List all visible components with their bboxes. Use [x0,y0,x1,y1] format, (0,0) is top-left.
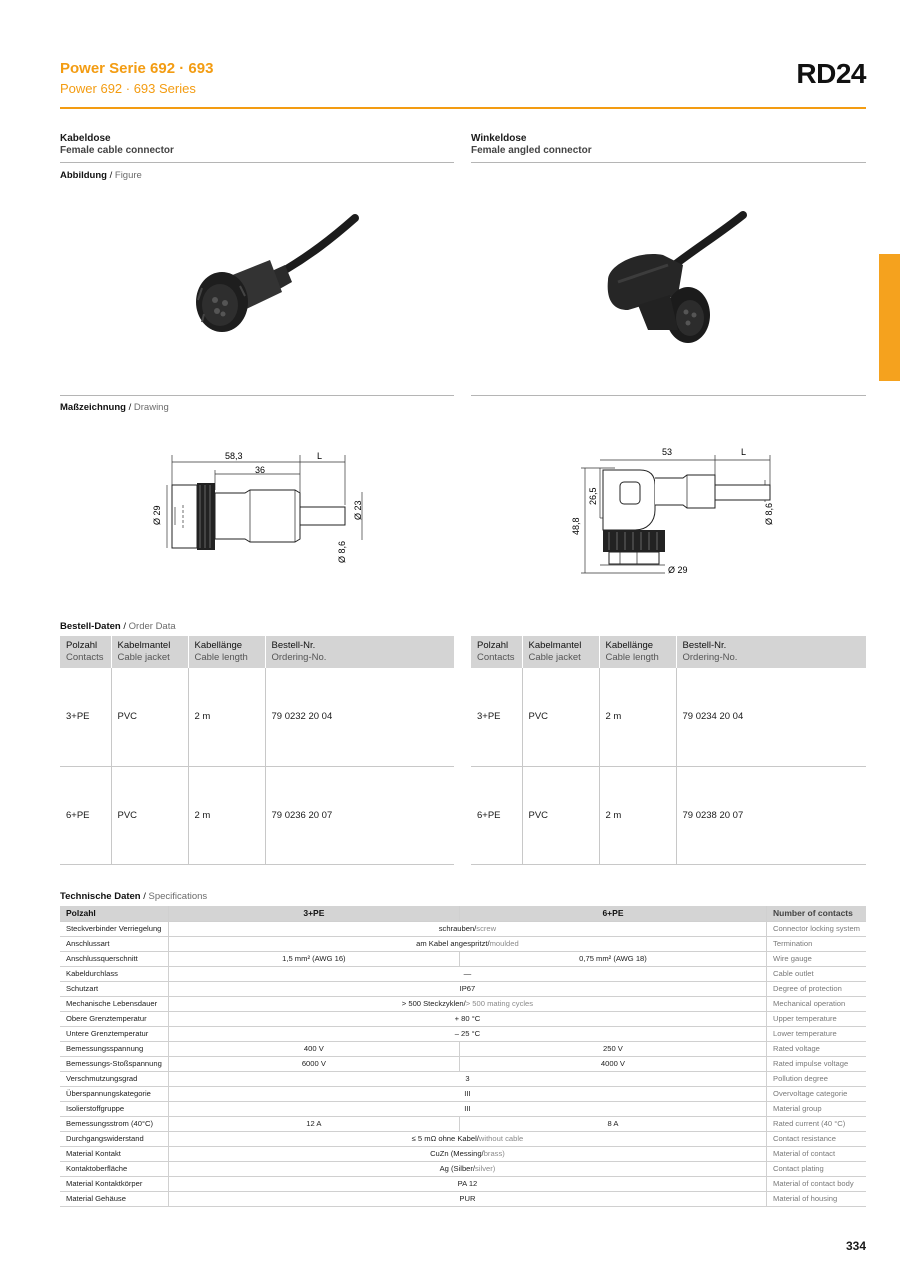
dim-cable-length: L [741,447,747,457]
spec-row [60,1146,866,1161]
spec-value-de: Ag (Silber/ [439,1164,476,1173]
spec-value-en: > 500 mating cycles [465,999,534,1008]
spec-value [168,966,766,981]
spec-row [60,1176,866,1191]
spec-value-de: IP67 [459,984,476,993]
dim-cable-length: L [317,451,323,461]
table-row [60,668,454,766]
spec-label-de: Untere Grenztemperatur [60,1026,168,1041]
dim-length: 58,3 [225,451,243,461]
spec-label-en: Lower temperature [767,1026,866,1041]
dim-diameter-29: Ø 29 [668,565,688,575]
spec-row [60,996,866,1011]
spec-label-de: Überspannungskategorie [60,1086,168,1101]
spec-value-en: moulded [489,939,519,948]
table-header-row [60,636,454,668]
spec-value-de: ≤ 5 mΩ ohne Kabel/ [411,1134,479,1143]
spec-value-de: CuZn (Messing/ [430,1149,484,1158]
spec-value-6pe: 8 A [459,1116,766,1131]
spec-label-de: Mechanische Lebensdauer [60,996,168,1011]
cell-length: 2 m [599,766,676,864]
header-ordering-no: Bestell-Nr. Ordering-No. [676,636,866,668]
spec-header-label: Polzahl [60,906,168,921]
spec-value-de: III [464,1089,471,1098]
female-cable-connector-drawing [145,445,385,570]
side-tab-marker [879,254,900,381]
specifications-table [60,906,866,1207]
spec-value-3pe: 1,5 mm² (AWG 16) [168,951,459,966]
spec-label-de: Material Kontakt [60,1146,168,1161]
header-contacts: Polzahl Contacts [471,636,522,668]
spec-value-de: – 25 °C [454,1029,481,1038]
spec-value-3pe: 400 V [168,1041,459,1056]
cell-jacket: PVC [111,668,188,766]
female-angled-connector-photo [598,210,748,350]
divider [471,395,866,396]
spec-value [168,1146,766,1161]
dim-width: 53 [662,447,673,457]
dim-total-height: 48,8 [571,517,581,535]
cell-ordering-no: 79 0232 20 04 [265,668,454,766]
spec-value [168,996,766,1011]
spec-row [60,1161,866,1176]
divider [60,395,454,396]
spec-row [60,1131,866,1146]
cell-jacket: PVC [522,668,599,766]
cell-contacts: 6+PE [471,766,522,864]
cell-jacket: PVC [111,766,188,864]
cell-ordering-no: 79 0234 20 04 [676,668,866,766]
spec-value [168,1131,766,1146]
table-row [471,668,866,766]
spec-label-de: Bemessungs-Stoßspannung [60,1056,168,1071]
female-cable-connector-photo [190,210,360,350]
spec-label-de: Kabeldurchlass [60,966,168,981]
dim-diameter-23: Ø 23 [353,500,363,520]
spec-value-en: without cable [478,1134,524,1143]
cell-ordering-no: 79 0238 20 07 [676,766,866,864]
spec-value-de: > 500 Steckzyklen/ [401,999,466,1008]
divider [471,162,866,163]
dim-diameter-cable: Ø 8,6 [764,502,774,525]
spec-label-de: Kontaktoberfläche [60,1161,168,1176]
left-column-title: Kabeldose Female cable connector [60,133,174,156]
spec-value-de: — [463,969,472,978]
spec-label-en: Wire gauge [767,951,866,966]
spec-label-en: Mechanical operation [767,996,866,1011]
spec-label-en: Material of contact body [767,1176,866,1191]
spec-row [60,1071,866,1086]
spec-label-de: Bemessungsstrom (40°C) [60,1116,168,1131]
spec-value-de: am Kabel angespritzt/ [416,939,490,948]
spec-label-de: Schutzart [60,981,168,996]
spec-value-de: III [464,1104,471,1113]
spec-label-en: Rated current (40 °C) [767,1116,866,1131]
spec-row [60,966,866,981]
spec-row [60,1056,866,1071]
spec-label-de: Anschlussart [60,936,168,951]
spec-label-en: Termination [767,936,866,951]
cell-jacket: PVC [522,766,599,864]
spec-label-en: Contact plating [767,1161,866,1176]
spec-header-en: Number of contacts [767,906,866,921]
spec-value-de: 3 [465,1074,470,1083]
dim-diameter-29: Ø 29 [152,505,162,525]
series-title-de: Power Serie 692 · 693 [60,60,214,77]
header-cable-jacket: Kabelmantel Cable jacket [111,636,188,668]
spec-value-de: PA 12 [457,1179,478,1188]
spec-header-6pe: 6+PE [459,906,766,921]
spec-label-de: Bemessungsspannung [60,1041,168,1056]
spec-label-de: Material Kontaktkörper [60,1176,168,1191]
cell-contacts: 3+PE [60,668,111,766]
cell-length: 2 m [188,668,265,766]
spec-value [168,921,766,936]
spec-label-en: Upper temperature [767,1011,866,1026]
divider [60,162,454,163]
spec-row [60,1086,866,1101]
spec-header-3pe: 3+PE [168,906,459,921]
spec-value [168,1101,766,1116]
spec-row [60,1026,866,1041]
page-number: 334 [845,1239,866,1253]
spec-label-en: Contact resistance [767,1131,866,1146]
spec-label-en: Material of contact [767,1146,866,1161]
spec-value-3pe: 6000 V [168,1056,459,1071]
spec-value [168,936,766,951]
spec-row [60,951,866,966]
header-cable-length: Kabellänge Cable length [599,636,676,668]
spec-label-en: Pollution degree [767,1071,866,1086]
spec-value [168,1161,766,1176]
spec-header-row [60,906,866,921]
spec-row [60,1011,866,1026]
series-title-en: Power 692 · 693 Series [60,81,196,96]
spec-label-de: Isolierstoffgruppe [60,1101,168,1116]
spec-value-en: screw [476,924,497,933]
table-row [471,766,866,864]
cell-ordering-no: 79 0236 20 07 [265,766,454,864]
dim-diameter-cable: Ø 8,6 [337,540,347,563]
spec-value [168,981,766,996]
cell-contacts: 3+PE [471,668,522,766]
spec-label-en: Material group [767,1101,866,1116]
spec-value [168,1086,766,1101]
spec-label-de: Durchgangswiderstand [60,1131,168,1146]
header-cable-jacket: Kabelmantel Cable jacket [522,636,599,668]
cell-contacts: 6+PE [60,766,111,864]
cell-length: 2 m [599,668,676,766]
spec-label-de: Material Gehäuse [60,1191,168,1206]
dim-upper-height: 26,5 [588,487,598,505]
spec-value-6pe: 4000 V [459,1056,766,1071]
spec-value-en: brass) [483,1149,505,1158]
spec-value-6pe: 250 V [459,1041,766,1056]
spec-value-3pe: 12 A [168,1116,459,1131]
spec-value [168,1191,766,1206]
spec-value-de: schrauben/ [438,924,477,933]
spec-row [60,1116,866,1131]
specs-section-label: Technische Daten / Specifications [60,891,208,902]
product-code: RD24 [796,58,866,89]
spec-value-6pe: 0,75 mm² (AWG 18) [459,951,766,966]
header-rule [60,107,866,109]
spec-row [60,936,866,951]
spec-label-en: Material of housing [767,1191,866,1206]
cell-length: 2 m [188,766,265,864]
spec-label-de: Verschmutzungsgrad [60,1071,168,1086]
figure-section-label: Abbildung / Figure [60,170,142,181]
drawing-section-label: Maßzeichnung / Drawing [60,402,169,413]
spec-row [60,921,866,936]
spec-value-de: + 80 °C [454,1014,481,1023]
dim-body-length: 36 [255,465,266,475]
spec-value-en: silver) [475,1164,496,1173]
spec-label-en: Degree of protection [767,981,866,996]
header-ordering-no: Bestell-Nr. Ordering-No. [265,636,454,668]
table-row [60,766,454,864]
spec-label-en: Cable outlet [767,966,866,981]
spec-label-de: Obere Grenztemperatur [60,1011,168,1026]
order-section-label: Bestell-Daten / Order Data [60,621,176,632]
female-angled-connector-drawing [565,440,780,580]
spec-label-de: Anschlussquerschnitt [60,951,168,966]
spec-label-en: Rated impulse voltage [767,1056,866,1071]
spec-value [168,1011,766,1026]
spec-label-de: Steckverbinder Verriegelung [60,921,168,936]
table-header-row [471,636,866,668]
spec-value [168,1176,766,1191]
order-table-angled [471,636,866,865]
order-table-cable [60,636,454,865]
right-column-title: Winkeldose Female angled connector [471,133,592,156]
spec-value-de: PUR [459,1194,476,1203]
header-contacts: Polzahl Contacts [60,636,111,668]
spec-label-en: Overvoltage categorie [767,1086,866,1101]
spec-row [60,1041,866,1056]
header-cable-length: Kabellänge Cable length [188,636,265,668]
spec-label-en: Rated voltage [767,1041,866,1056]
spec-row [60,1191,866,1206]
spec-row [60,1101,866,1116]
spec-value [168,1026,766,1041]
spec-value [168,1071,766,1086]
spec-row [60,981,866,996]
spec-label-en: Connector locking system [767,921,866,936]
